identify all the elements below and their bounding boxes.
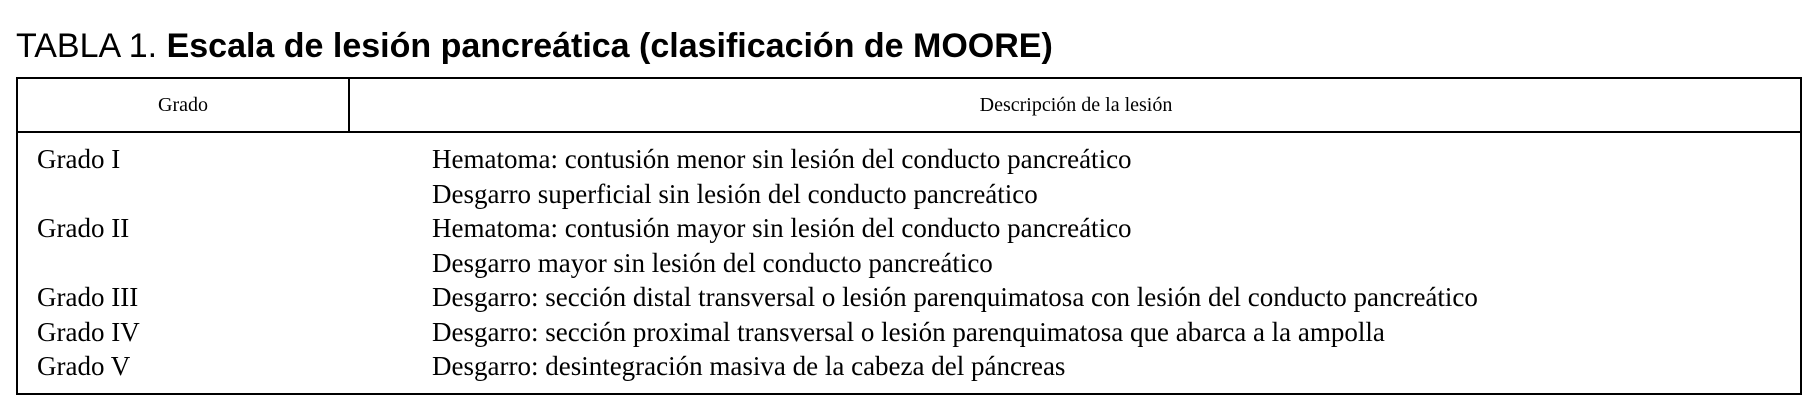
table-row [18,211,1800,246]
description-cell: Desgarro: sección distal transversal o lesión parenquimatosa con lesión del conducto pancreático [432,282,1478,312]
caption-label: TABLA 1. [16,27,158,65]
description-cell: Desgarro: sección proximal transversal o lesión parenquimatosa que abarca a la ampolla [432,316,1385,347]
description-cell: Hematoma: contusión menor sin lesión del conducto pancreático [432,144,1132,174]
description-cell: Desgarro superficial sin lesión del conducto pancreático [432,178,1038,209]
table-caption [16,26,1053,66]
moore-classification-table [16,77,1802,395]
table-row [18,315,1800,350]
table-row [18,280,1800,315]
description-cell: Desgarro: desintegración masiva de la cabeza del páncreas [432,351,1066,381]
caption-title: Escala de lesión pancreática (clasificación de MOORE) [166,27,1053,65]
grade-cell: Grado V [37,351,131,381]
table-row [18,246,1800,281]
column-header-description: Descripción de la lesión [979,94,1173,116]
table-row [18,142,1800,177]
grade-cell: Grado IV [37,316,140,347]
description-cell: Hematoma: contusión mayor sin lesión del conducto pancreático [432,213,1132,243]
table-header [18,79,1800,133]
grade-cell: Grado II [37,213,130,243]
table-row [18,349,1800,384]
grade-cell: Grado III [37,282,139,312]
grade-cell: Grado I [37,144,121,174]
description-cell: Desgarro mayor sin lesión del conducto pancreático [432,247,993,278]
column-header-grade: Grado [18,79,350,131]
table-row [18,177,1800,212]
table-body [18,142,1800,384]
